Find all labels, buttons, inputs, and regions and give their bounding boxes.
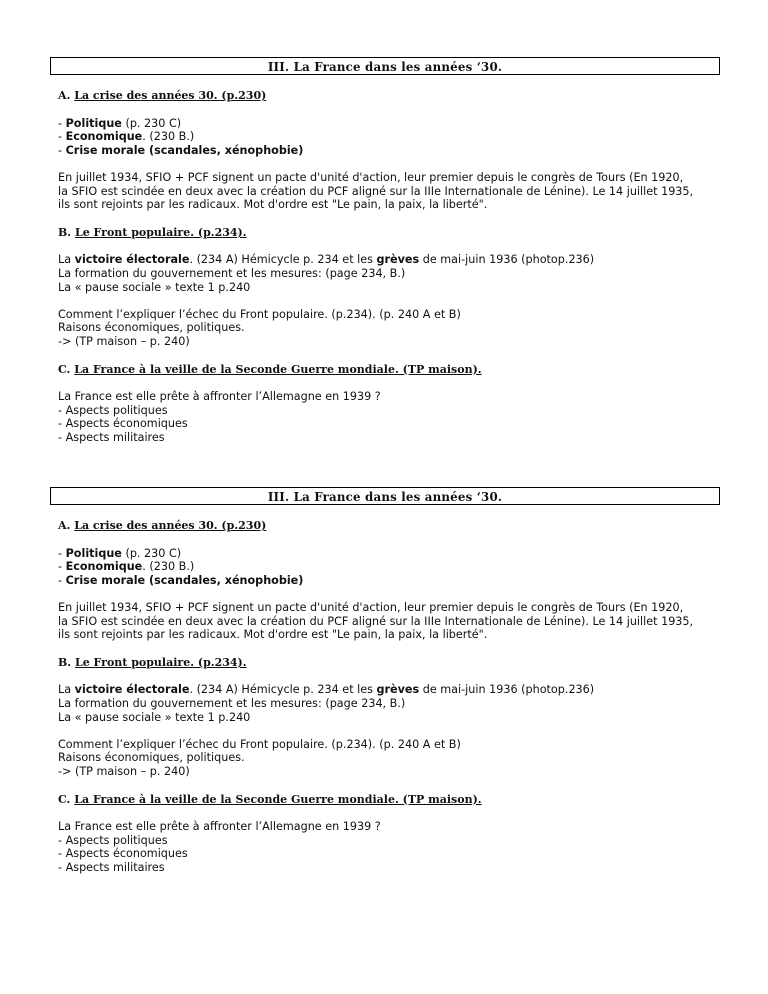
list-item: - Crise morale (scandales, xénophobie)	[58, 143, 304, 157]
heading-c: C. La France à la veille de la Seconde Guerre mondiale. (TP maison).	[58, 792, 482, 806]
paragraph-line: -> (TP maison – p. 240)	[58, 764, 190, 778]
paragraph-line: La France est elle prête à affronter l’Allemagne en 1939 ?	[58, 390, 381, 404]
paragraph-line: La victoire électorale. (234 A) Hémicycle p. 234 et les grèves de mai-juin 1936 (photop.236)	[58, 683, 595, 697]
section-block-2	[50, 487, 720, 874]
paragraph-line: En juillet 1934, SFIO + PCF signent un pacte d'unité d'action, leur premier depuis le congrès de Tours (En 1920,	[58, 600, 684, 614]
paragraph-line: la SFIO est scindée en deux avec la création du PCF aligné sur la IIIe Internationale de Lénine). Le 14 juillet 1935,	[58, 614, 694, 628]
paragraph-line: La formation du gouvernement et les mesures: (page 234, B.)	[58, 696, 406, 710]
section-title: III. La France dans les années ‘30.	[50, 487, 720, 505]
paragraph-line: -> (TP maison – p. 240)	[58, 334, 190, 348]
list-item: - Aspects militaires	[58, 860, 165, 874]
paragraph-line: La France est elle prête à affronter l’Allemagne en 1939 ?	[58, 820, 381, 834]
list-item: - Economique. (230 B.)	[58, 560, 195, 574]
heading-b: B. Le Front populaire. (p.234).	[58, 655, 247, 669]
paragraph-line: La formation du gouvernement et les mesures: (page 234, B.)	[58, 266, 406, 280]
list-item: - Politique (p. 230 C)	[58, 116, 182, 130]
paragraph-line: Comment l’expliquer l’échec du Front populaire. (p.234). (p. 240 A et B)	[58, 737, 461, 751]
section-block-1	[50, 57, 720, 444]
paragraph-line: La victoire électorale. (234 A) Hémicycle p. 234 et les grèves de mai-juin 1936 (photop.236)	[58, 253, 595, 267]
list-item: - Aspects politiques	[58, 833, 168, 847]
list-item: - Politique (p. 230 C)	[58, 546, 182, 560]
paragraph-line: En juillet 1934, SFIO + PCF signent un pacte d'unité d'action, leur premier depuis le congrès de Tours (En 1920,	[58, 170, 684, 184]
list-item: - Economique. (230 B.)	[58, 130, 195, 144]
paragraph-line: La « pause sociale » texte 1 p.240	[58, 280, 251, 294]
paragraph-line: la SFIO est scindée en deux avec la création du PCF aligné sur la IIIe Internationale de Lénine). Le 14 juillet 1935,	[58, 184, 694, 198]
heading-b: B. Le Front populaire. (p.234).	[58, 225, 247, 239]
paragraph-line: Raisons économiques, politiques.	[58, 321, 245, 335]
section-title: III. La France dans les années ‘30.	[50, 57, 720, 75]
heading-a	[58, 89, 720, 103]
paragraph-line: ils sont rejoints par les radicaux. Mot d'ordre est "Le pain, la paix, la liberté".	[58, 198, 488, 212]
heading-a: A. La crise des années 30. (p.230)	[58, 519, 267, 532]
paragraph-line: Raisons économiques, politiques.	[58, 751, 245, 765]
list-item: - Crise morale (scandales, xénophobie)	[58, 573, 304, 587]
heading-a-text: La crise des années 30. (p.230)	[74, 89, 267, 102]
list-item: - Aspects économiques	[58, 417, 188, 431]
paragraph-line: La « pause sociale » texte 1 p.240	[58, 710, 251, 724]
paragraph-line: Comment l’expliquer l’échec du Front populaire. (p.234). (p. 240 A et B)	[58, 307, 461, 321]
list-item: - Aspects économiques	[58, 847, 188, 861]
list-item: - Aspects politiques	[58, 403, 168, 417]
heading-c: C. La France à la veille de la Seconde Guerre mondiale. (TP maison).	[58, 362, 482, 376]
paragraph-line: ils sont rejoints par les radicaux. Mot d'ordre est "Le pain, la paix, la liberté".	[58, 628, 488, 642]
list-item: - Aspects militaires	[58, 430, 165, 444]
heading-a-letter: A.	[58, 89, 71, 102]
